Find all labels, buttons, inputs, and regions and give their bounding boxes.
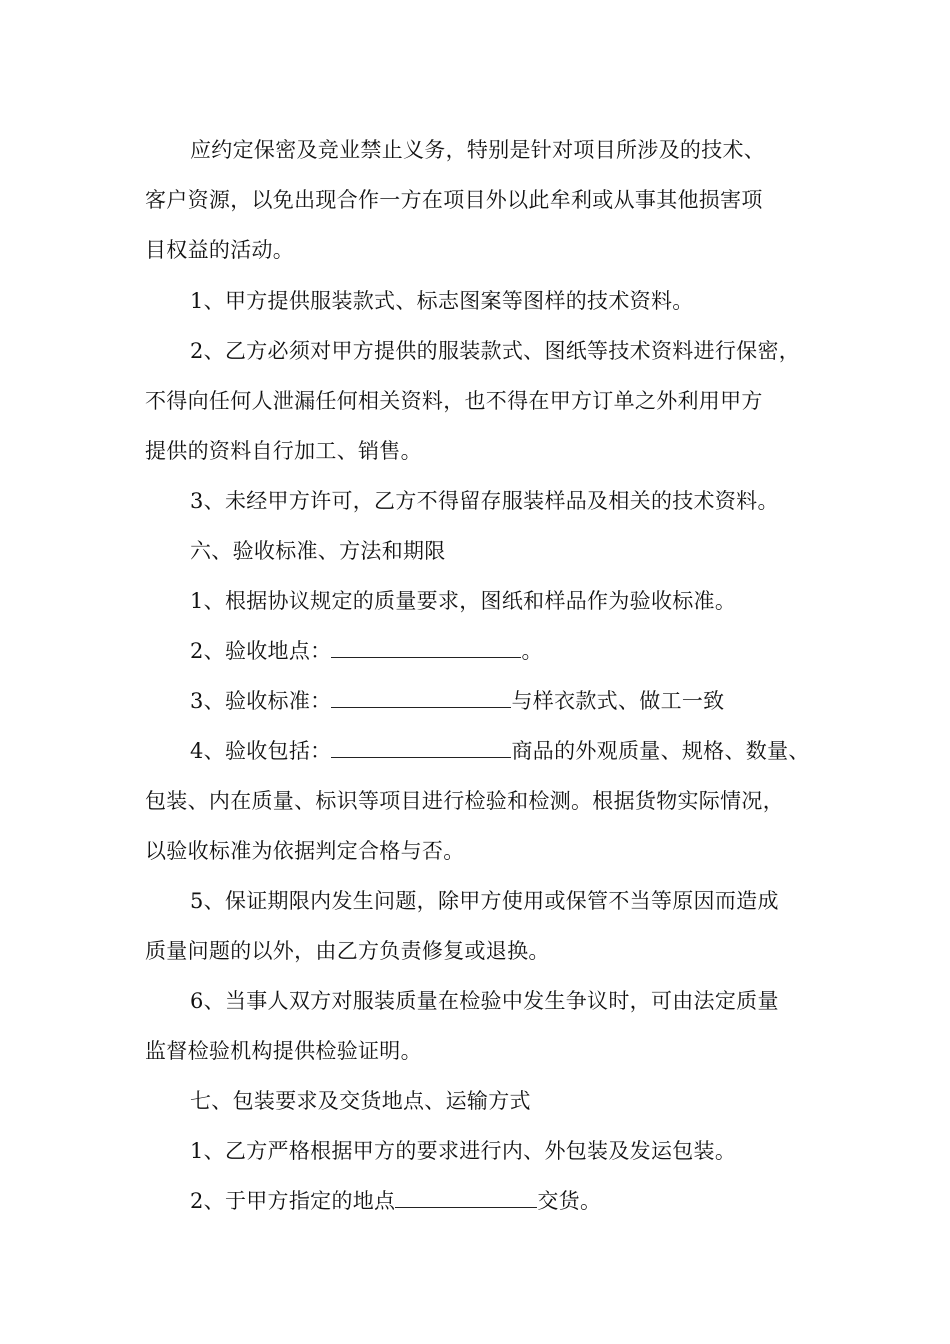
clause-acceptance-criteria-tail: 与样衣款式、做工一致 <box>511 689 725 713</box>
clause-acceptance-scope-label: 4、验收包括： <box>190 739 332 763</box>
blank-field-criteria[interactable] <box>331 687 511 708</box>
clause-dispute-line-2: 监督检验机构提供检验证明。 <box>145 1039 422 1063</box>
clause-packaging: 1、乙方严格根据甲方的要求进行内、外包装及发运包装。 <box>190 1139 737 1163</box>
clause-delivery-location-tail: 交货。 <box>537 1189 602 1213</box>
clause-warranty-line-2: 质量问题的以外，由乙方负责修复或退换。 <box>145 939 550 963</box>
clause-nondisclosure-line-3: 提供的资料自行加工、销售。 <box>145 439 422 463</box>
section-heading-acceptance: 六、验收标准、方法和期限 <box>190 539 446 563</box>
blank-field-scope[interactable] <box>331 737 511 758</box>
clause-nondisclosure-line-2: 不得向任何人泄漏任何相关资料，也不得在甲方订单之外利用甲方 <box>145 389 763 413</box>
paragraph-confidentiality-line-3: 目权益的活动。 <box>145 238 295 262</box>
clause-acceptance-criteria <box>190 687 724 715</box>
clause-acceptance-scope-line-2: 包装、内在质量、标识等项目进行检验和检测。根据货物实际情况， <box>145 789 784 813</box>
clause-acceptance-scope-tail: 商品的外观质量、规格、数量、 <box>511 739 810 763</box>
clause-nondisclosure-line-1: 2、乙方必须对甲方提供的服装款式、图纸等技术资料进行保密， <box>190 339 801 363</box>
section-heading-packaging: 七、包装要求及交货地点、运输方式 <box>190 1089 531 1113</box>
blank-field-location[interactable] <box>331 637 521 658</box>
clause-dispute-line-1: 6、当事人双方对服装质量在检验中发生争议时，可由法定质量 <box>190 989 779 1013</box>
clause-delivery-location <box>190 1187 601 1215</box>
clause-warranty-line-1: 5、保证期限内发生问题，除甲方使用或保管不当等原因而造成 <box>190 889 779 913</box>
clause-acceptance-location <box>190 637 543 665</box>
clause-acceptance-scope-line-3: 以验收标准为依据判定合格与否。 <box>145 839 465 863</box>
paragraph-confidentiality-line-2: 客户资源，以免出现合作一方在项目外以此牟利或从事其他损害项 <box>145 188 763 212</box>
clause-acceptance-criteria-label: 3、验收标准： <box>190 689 332 713</box>
clause-acceptance-location-end: 。 <box>521 639 543 663</box>
clause-technical-materials: 1、甲方提供服装款式、标志图案等图样的技术资料。 <box>190 289 694 313</box>
blank-field-delivery[interactable] <box>395 1187 537 1208</box>
clause-no-retention: 3、未经甲方许可，乙方不得留存服装样品及相关的技术资料。 <box>190 489 779 513</box>
clause-acceptance-standard: 1、根据协议规定的质量要求，图纸和样品作为验收标准。 <box>190 589 737 613</box>
clause-acceptance-location-label: 2、验收地点： <box>190 639 332 663</box>
paragraph-confidentiality-line-1: 应约定保密及竞业禁止义务，特别是针对项目所涉及的技术、 <box>190 138 766 162</box>
clause-acceptance-scope-line-1 <box>190 737 810 765</box>
clause-delivery-location-label: 2、于甲方指定的地点 <box>190 1189 396 1213</box>
